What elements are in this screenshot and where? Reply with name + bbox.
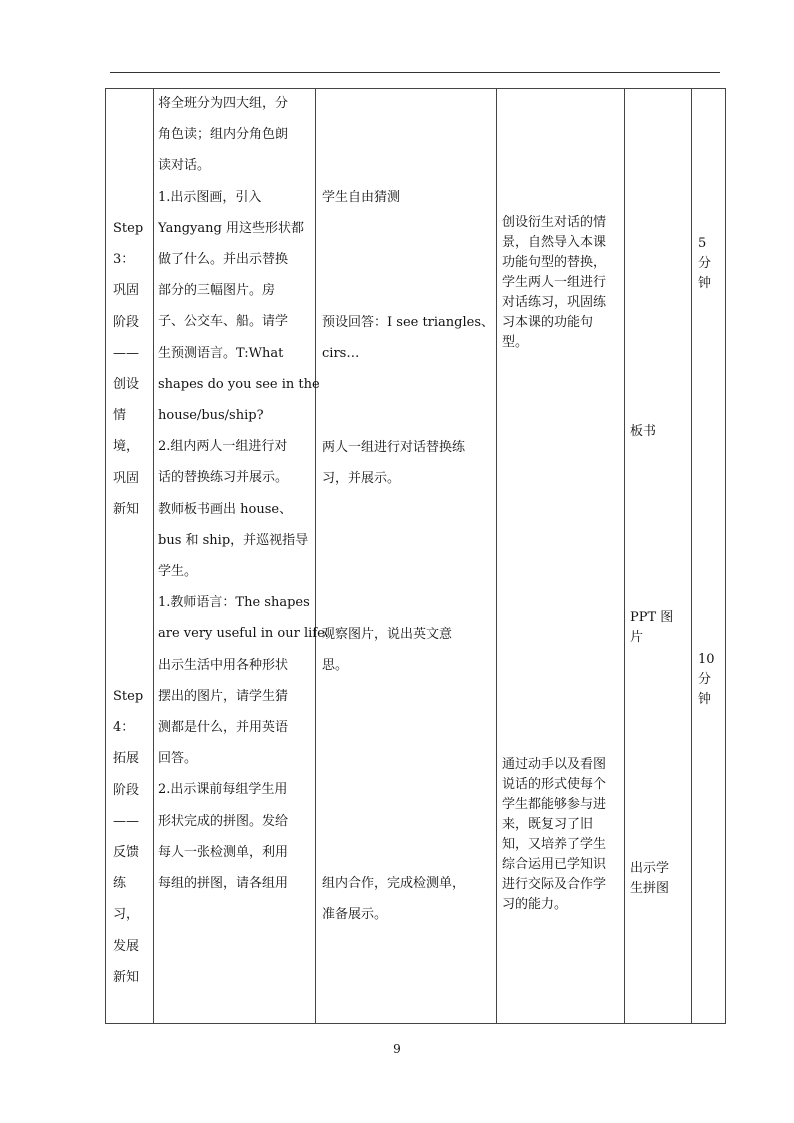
teacher-line: Yangyang 用这些形状都	[158, 220, 304, 236]
teacher-line: 2.组内两人一组进行对	[158, 439, 288, 455]
teacher-line: 回答。	[158, 751, 198, 767]
stage-line: 境，	[113, 439, 140, 455]
stage-line: 新知	[113, 969, 140, 985]
time-line: 钟	[698, 692, 712, 707]
time-line: 钟	[698, 276, 712, 291]
student-group-work	[322, 868, 465, 930]
column-divider	[691, 89, 692, 1023]
teacher-line: 子、公交车、船。请学	[158, 314, 289, 330]
stage-line: Step	[113, 689, 144, 704]
time-line: 分	[698, 672, 712, 687]
media-line: 片	[630, 630, 644, 645]
column-divider	[496, 89, 497, 1023]
column-divider	[153, 89, 154, 1023]
column-divider	[624, 89, 625, 1023]
purpose-1	[502, 213, 606, 353]
stage-line: 巩固	[113, 283, 140, 299]
purpose-2	[502, 755, 606, 915]
purpose-line: 综合运用已学知识	[502, 857, 607, 872]
teacher-line: 学生。	[158, 564, 198, 580]
teacher-line: 角色读；组内分角色朗	[158, 127, 289, 143]
stage-line: 练	[113, 876, 127, 892]
student-line: 组内合作，完成检测单，	[322, 876, 466, 891]
purpose-line: 功能句型的替换，	[502, 255, 607, 270]
purpose-line: 来，既复习了旧	[502, 817, 594, 832]
stage-line: 反馈	[113, 845, 140, 861]
page-number: 9	[393, 1042, 401, 1056]
stage-line: 3：	[113, 252, 135, 268]
stage-line: 阶段	[113, 314, 140, 330]
purpose-line: 景，自然导入本课	[502, 235, 607, 250]
stage-line: ——	[113, 813, 139, 829]
teacher-activity	[158, 88, 329, 899]
student-guess	[322, 182, 400, 213]
student-line: 习，并展示。	[322, 471, 401, 487]
stage-line: 阶段	[113, 782, 140, 798]
teacher-line: shapes do you see in the	[158, 376, 320, 392]
teacher-line: 做了什么。并出示替换	[158, 252, 289, 268]
teacher-line: 摆出的图片，请学生猜	[158, 688, 289, 704]
student-answer	[322, 307, 494, 369]
purpose-line: 创设衍生对话的情	[502, 215, 607, 230]
stage-line: 巩固	[113, 470, 140, 486]
teacher-line: 每人一张检测单，利用	[158, 844, 289, 860]
stage-line: 情	[113, 408, 127, 424]
purpose-line: 知，又培养了学生	[502, 837, 607, 852]
media-puzzle	[630, 859, 669, 899]
student-line: 观察图片，说出英文意	[322, 627, 453, 642]
teacher-line: 话的替换练习并展示。	[158, 470, 289, 486]
purpose-line: 对话练习，巩固练	[502, 295, 607, 310]
stage-line: 习，	[113, 907, 140, 923]
purpose-line: 习本课的功能句	[502, 315, 594, 330]
teacher-line: 出示生活中用各种形状	[158, 657, 289, 673]
time-line: 分	[698, 256, 712, 271]
stage-line: ——	[113, 345, 139, 361]
teacher-line: 2.出示课前每组学生用	[158, 782, 288, 798]
stage-line: 新知	[113, 501, 140, 517]
header-rule	[110, 72, 720, 73]
teacher-line: 形状完成的拼图。发给	[158, 813, 289, 829]
stage-line: 发展	[113, 938, 140, 954]
student-line: 预设回答：I see triangles、	[322, 315, 495, 330]
student-line: 思。	[322, 658, 349, 674]
time-10-minutes	[698, 650, 715, 710]
time-5-minutes	[698, 234, 711, 294]
teacher-line: bus 和 ship，并巡视指导	[158, 532, 309, 548]
time-line: 10	[698, 652, 715, 667]
stage-step4	[113, 681, 143, 993]
teacher-line: 部分的三幅图片。房	[158, 283, 276, 299]
media-line: 出示学	[630, 861, 670, 876]
purpose-line: 学生都能够参与进	[502, 797, 607, 812]
teacher-line: 将全班分为四大组，分	[158, 96, 289, 111]
student-pair-practice	[322, 432, 465, 494]
purpose-line: 学生两人一组进行	[502, 275, 607, 290]
stage-line: 创设	[113, 377, 140, 393]
student-line: 学生自由猜测	[322, 190, 401, 205]
teacher-line: 1.出示图画，引入	[158, 189, 262, 205]
media-line: 生拼图	[630, 881, 670, 896]
student-observe	[322, 619, 452, 681]
stage-line: 4：	[113, 720, 135, 736]
media-line: 板书	[630, 424, 657, 439]
media-board	[630, 422, 656, 442]
stage-line: Step	[113, 221, 144, 236]
media-line: PPT 图	[630, 610, 674, 625]
stage-line: 拓展	[113, 751, 140, 767]
purpose-line: 说话的形式使每个	[502, 777, 607, 792]
teacher-line: 读对话。	[158, 158, 211, 174]
teacher-line: 生预测语言。T:What	[158, 345, 284, 361]
time-line: 5	[698, 236, 707, 251]
teacher-line: 每组的拼图，请各组用	[158, 876, 289, 892]
student-line: 准备展示。	[322, 907, 388, 923]
student-line: cirs…	[322, 346, 360, 362]
purpose-line: 型。	[502, 335, 529, 350]
teacher-line: are very useful in our life.	[158, 626, 329, 642]
teacher-line: 教师板书画出 house、	[158, 501, 293, 517]
purpose-line: 通过动手以及看图	[502, 757, 607, 772]
teacher-line: 测都是什么，并用英语	[158, 720, 289, 736]
purpose-line: 习的能力。	[502, 897, 568, 912]
student-line: 两人一组进行对话替换练	[322, 440, 466, 455]
media-ppt	[630, 608, 673, 648]
teacher-line: 1.教师语言：The shapes	[158, 595, 310, 611]
stage-step3	[113, 213, 143, 525]
teacher-line: house/bus/ship?	[158, 408, 264, 424]
purpose-line: 进行交际及合作学	[502, 877, 607, 892]
